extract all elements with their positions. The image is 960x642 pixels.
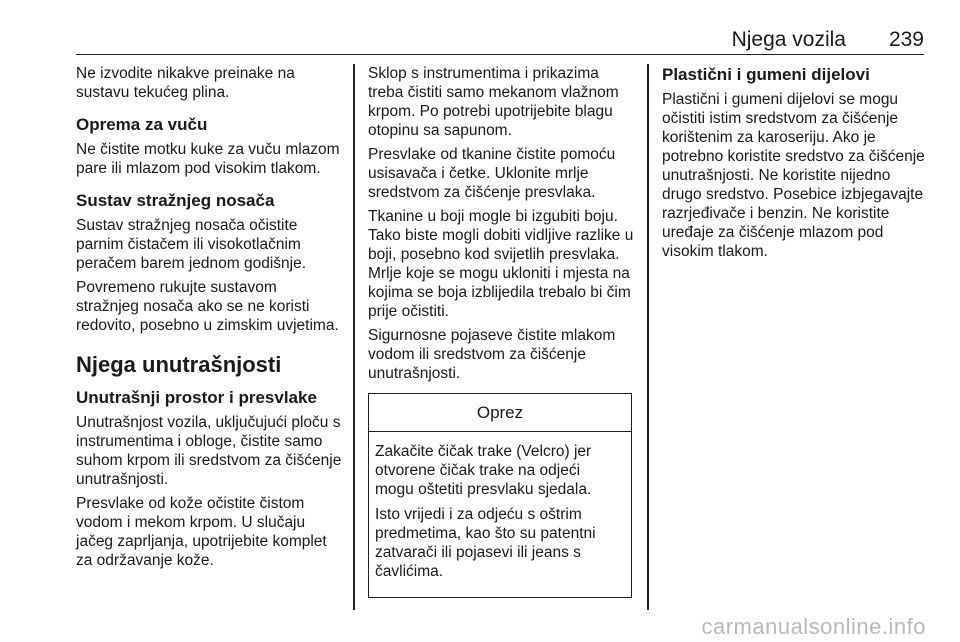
- rear-carrier-heading: Sustav stražnjeg nosača: [76, 191, 275, 210]
- column-right: [662, 64, 928, 266]
- towing-heading: Oprema za vuču: [76, 115, 208, 134]
- caution-title: Oprez: [369, 394, 631, 432]
- color-fading-text: Tkanine u boji mogle bi izgubiti boju. Tako biste mogli dobiti vidljive razlike u boji, posebno kod svijetlih presvlaka. Mrlje koje se mogu ukloniti i mjesta na kojima se boja izblijedila trebalo bi čim prije očistiti.: [368, 208, 634, 320]
- seatbelt-cleaning-text: Sigurnosne pojaseve čistite mlakom vodom ili sredstvom za čišćenje unutrašnjosti.: [368, 327, 616, 382]
- rear-carrier-text-1: Sustav stražnjeg nosača očistite parnim čistačem ili visokotlačnim peračem barem jednom godišnje.: [76, 217, 307, 272]
- caution-text-1: Zakačite čičak trake (Velcro) jer otvorene čičak trake na odjeći mogu oštetiti presvlaku sjedala.: [375, 443, 592, 498]
- column-middle: [368, 64, 634, 598]
- plastic-rubber-heading: Plastični i gumeni dijelovi: [662, 65, 870, 84]
- upholstery-heading: Unutrašnji prostor i presvlake: [76, 388, 317, 407]
- interior-text-2: Presvlake od kože očistite čistom vodom i mekom krpom. U slučaju jačeg zaprljanja, upotrijebite komplet za održavanje kože.: [76, 495, 327, 569]
- interior-text-1: Unutrašnjost vozila, uključujući ploču s instrumentima i obloge, čistite samo suhom krpom ili sredstvom za čišćenje unutrašnjosti.: [76, 414, 342, 488]
- column-divider: [647, 64, 649, 610]
- caution-text-2: Isto vrijedi i za odjeću s oštrim predmetima, kao što su patentni zatvarači ili pojasevi ili jeans s čavlićima.: [375, 506, 596, 580]
- plastic-rubber-text: Plastični i gumeni dijelovi se mogu očistiti istim sredstvom za čišćenje korištenim za karoseriju. Ako je potrebno koristite sredstvo za čišćenje unutrašnjosti. Ne koristite nijedno drugo sredstvo. Posebice izbjegavajte razrjeđivače i benzin. Ne koristite uređaje za čišćenje mlazom pod visokim tlakom.: [662, 91, 925, 260]
- fabric-cleaning-text: Presvlake od tkanine čistite pomoću usisavača i četke. Uklonite mrlje sredstvom za čišćenje presvlaka.: [368, 146, 616, 201]
- column-left: [76, 64, 342, 575]
- column-divider: [353, 64, 355, 610]
- caution-box: [368, 393, 632, 598]
- watermark: carmanualsonline.info: [701, 614, 926, 639]
- page-number: 239: [888, 28, 924, 51]
- interior-care-heading: Njega unutrašnjosti: [76, 352, 282, 377]
- page-header: [76, 26, 924, 55]
- rear-carrier-text-2: Povremeno rukujte sustavom stražnjeg nosača ako se ne koristi redovito, posebno u zimskim uvjetima.: [76, 279, 339, 334]
- towing-text: Ne čistite motku kuke za vuču mlazom pare ili mlazom pod visokim tlakom.: [76, 141, 340, 177]
- caution-body: [369, 432, 631, 597]
- section-title: Njega vozila: [731, 28, 846, 51]
- gas-system-note: Ne izvodite nikakve preinake na sustavu tekućeg plina.: [76, 65, 295, 101]
- instrument-cleaning-text: Sklop s instrumentima i prikazima treba čistiti samo mekanom vlažnom krpom. Po potrebi upotrijebite blagu otopinu sa sapunom.: [368, 65, 619, 139]
